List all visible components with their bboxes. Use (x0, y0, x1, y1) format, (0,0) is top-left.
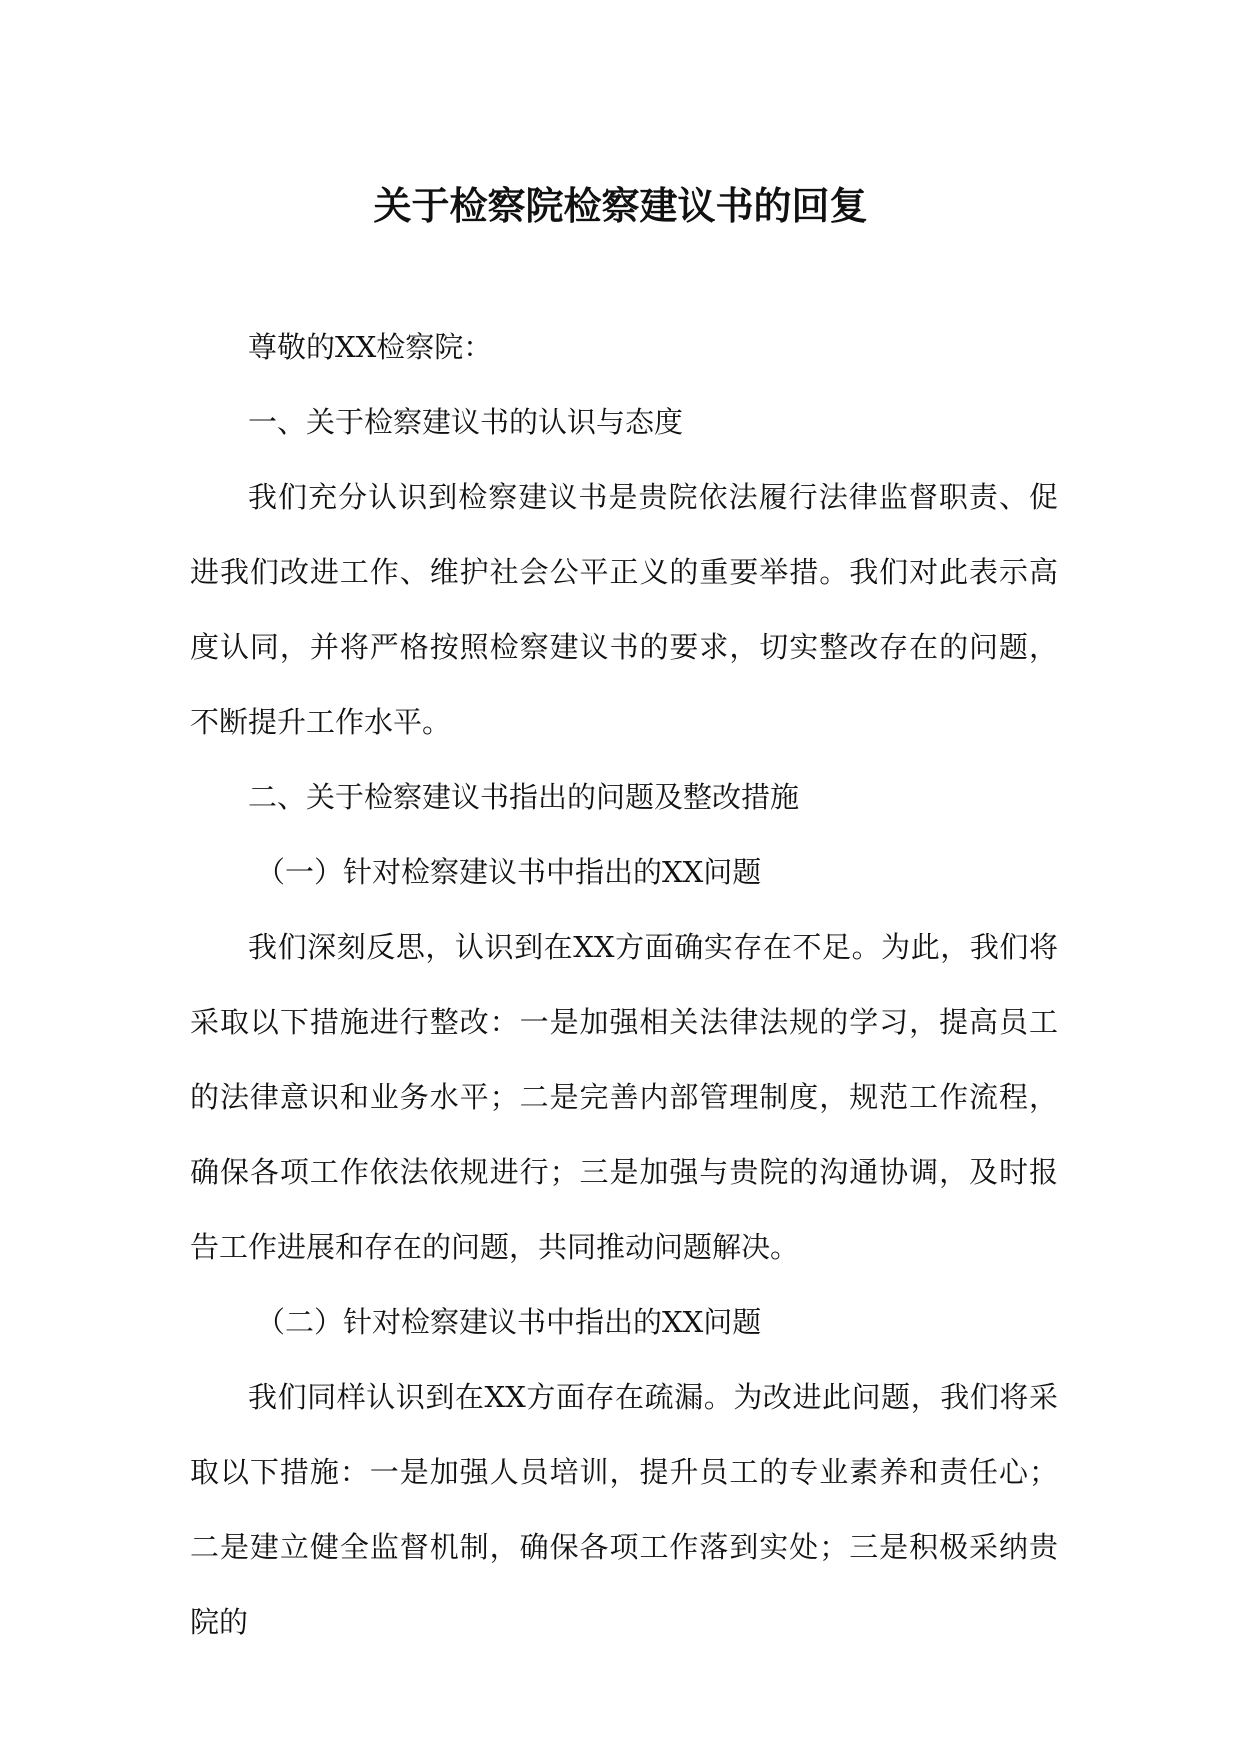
section-heading-1: 一、关于检察建议书的认识与态度 (248, 405, 684, 439)
salutation: 尊敬的XX检察院： (248, 330, 493, 364)
section-heading-2: 二、关于检察建议书指出的问题及整改措施 (248, 780, 800, 814)
document-body (190, 310, 1058, 1660)
body-paragraph: 我们深刻反思，认识到在XX方面确实存在不足。为此，我们将采取以下措施进行整改：一是加强相关法律法规的学习，提高员工的法律意识和业务水平；二是完善内部管理制度，规范工作流程，确保各项工作依法依规进行；三是加强与贵院的沟通协调，及时报告工作进展和存在的问题，共同推动问题解决。 (190, 930, 1058, 1264)
body-paragraph: 我们同样认识到在XX方面存在疏漏。为改进此问题，我们将采取以下措施：一是加强人员培训，提升员工的专业素养和责任心；二是建立健全监督机制，确保各项工作落到实处；三是积极采纳贵院的 (190, 1380, 1058, 1639)
document-title: 关于检察院检察建议书的回复 (373, 183, 868, 228)
body-paragraph: 我们充分认识到检察建议书是贵院依法履行法律监督职责、促进我们改进工作、维护社会公平正义的重要举措。我们对此表示高度认同，并将严格按照检察建议书的要求，切实整改存在的问题，不断提升工作水平。 (190, 480, 1058, 739)
subsection-heading-2: （二）针对检察建议书中指出的XX问题 (256, 1305, 762, 1339)
subsection-heading-1: （一）针对检察建议书中指出的XX问题 (256, 855, 762, 889)
